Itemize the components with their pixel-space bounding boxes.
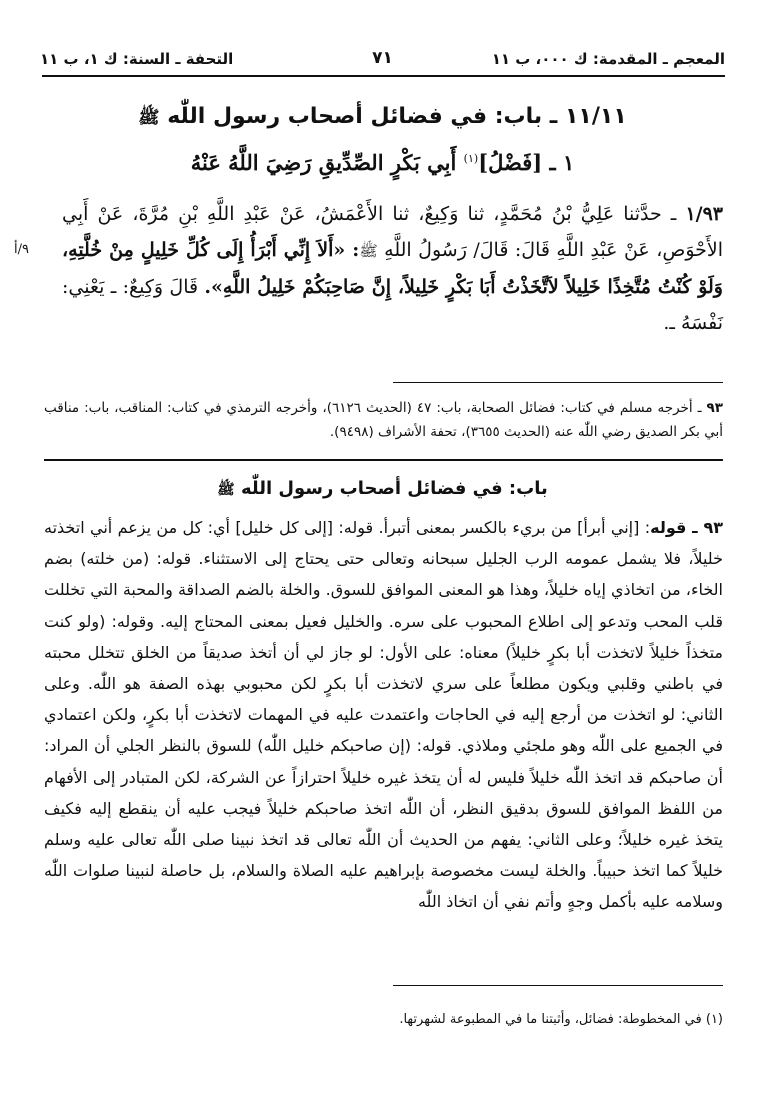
salla-glyph: ﷺ bbox=[217, 482, 235, 498]
page-number: ٧١ bbox=[372, 48, 393, 68]
salla-glyph: ﷺ bbox=[359, 242, 378, 260]
section-divider bbox=[44, 459, 723, 461]
footnote bbox=[44, 1012, 723, 1027]
footnote-marker: (١) bbox=[705, 1012, 723, 1027]
section-title-bracket: [فَضْلُ] bbox=[478, 150, 543, 175]
manuscript-folio-note: ٩/أ bbox=[14, 242, 29, 257]
running-head bbox=[40, 44, 725, 74]
commentary-title-text: باب: في فضائل أصحاب رسول اللّٰه bbox=[240, 478, 548, 499]
hadith-number: ١/٩٣ bbox=[685, 203, 723, 225]
section-title-rest: أَبِي بَكْرٍ الصِّدِّيقِ رَضِيَ اللَّهُ عَنْهُ bbox=[190, 150, 457, 175]
takhrij-note bbox=[44, 396, 723, 444]
footnote-rule-bottom bbox=[393, 985, 723, 986]
section-number: ١ ـ bbox=[549, 150, 575, 175]
commentary-text bbox=[44, 512, 723, 918]
running-head-right: المعجم ـ المقدمة: ك ٠٠٠، ب ١١ bbox=[491, 50, 725, 68]
footnote-text: في المخطوطة: فضائل، وأثبتنا ما في المطبوعة لشهرتها. bbox=[399, 1012, 702, 1027]
hadith-text bbox=[62, 196, 723, 341]
chapter-number: ١١/١١ bbox=[565, 104, 627, 129]
hadith-tail: قَالَ وَكِيعٌ: ـ يَعْنِي: نَفْسَهُ ـ. bbox=[62, 276, 723, 334]
hadith-isnad: ـ حدَّثنا عَلِيُّ بْنُ مُحَمَّدٍ، ثنا وَكِيعٌ، ثنا الأَعْمَشُ، عَنْ عَبْدِ اللَّهِ بْنِ مُرَّةَ، عَنْ أَبِي الأَحْوَصِ، عَنْ عَبْدِ اللَّهِ قَالَ: قَالَ/ رَسُولُ اللَّهِ bbox=[62, 203, 723, 261]
chapter-title-text: ـ باب: في فضائل أصحاب رسول اللّٰه bbox=[167, 104, 558, 129]
salla-glyph: ﷺ bbox=[138, 108, 160, 128]
takhrij-number: ٩٣ bbox=[706, 400, 723, 416]
footnote-ref: (١) bbox=[463, 152, 479, 165]
commentary-title bbox=[60, 478, 705, 502]
hadith-matn: : «أَلاَ إِنِّي أَبْرَأُ إِلَى كُلِّ خَلِيلٍ مِنْ خُلَّتِهِ، وَلَوْ كُنْتُ مُتَّخِذًا خَلِيلاً لاَتَّخَذْتُ أَبَا بَكْرٍ خَلِيلاً، إِنَّ صَاحِبَكُمْ خَلِيلُ اللَّهِ». bbox=[62, 239, 723, 298]
section-title bbox=[60, 150, 705, 175]
chapter-title bbox=[60, 104, 705, 132]
header-rule bbox=[42, 75, 725, 77]
commentary-label: ٩٣ ـ قوله bbox=[650, 518, 724, 537]
running-head-left: التحفة ـ السنة: ك ١، ب ١١ bbox=[40, 50, 234, 68]
commentary-body: : [إني أبرأ] من بريء بالكسر بمعنى أتبرأ. قوله: [إلى كل خليل] أي: كل من يزعم أني اتخذته خليلاً، فلا يشمل عمومه الرب الجليل سبحانه وتعالى حتى يحتاج إلى الاستثناء. قوله: (من خلته) بضم الخاء، من اتخاذي إياه خليلاً، وهذا هو المعنى الموافق للسوق. والخلة بالضم الصداقة والمحبة التي تخللت قلب المحب وتدعو إلى اطلاع المحبوب على سره. والخليل فعيل بمعنى المحتاج إليه. وقوله: (ولو كنت متخذاً خليلاً لاتخذت أبا بكرٍ خليلاً) معناه: على الأول: لو جاز لي أن أتخذ صديقاً من الخلق تتخلل محبته في باطني وقلبي ويكون مطلعاً على سري لاتخذت أبا بكرٍ لكن محبوبي بهذه الصفة هو اللّٰه. وعلى الثاني: لو اتخذت من أرجع إليه في الحاجات واعتمدت عليه في المهمات لاتخذت أبا بكرٍ، ولكن اعتمادي في الجميع على اللّٰه وهو ملجئي وملاذي. قوله: (إن صاحبكم خليل اللّٰه) للسوق بالنظر الجلي أن المراد: أن صاحبكم قد اتخذ اللّٰه خليلاً فليس له أن يتخذ غيره خليلاً احترازاً عن الشركة، لكن المتبادر إلى الأفهام من اللفظ الموافق للسوق بدقيق النظر، أن اللّٰه اتخذ صاحبكم خليلاً فيجب عليه أن ينقطع إليه فكيف يتخذ غيره خليلاً؛ وعلى الثاني: يفهم من الحديث أن اللّٰه تعالى قد اتخذ نبينا صلى اللّٰه تعالى عليه وسلم خليلاً كما اتخذ حبيباً. والخلة ليست مخصوصة بإبراهيم عليه الصلاة والسلام، بل حاصلة لنبينا صلوات اللّٰه وسلامه عليه بأكمل وجهٍ وأتم نفي أن اتخاذ اللّٰه bbox=[44, 518, 723, 912]
footnote-rule bbox=[393, 382, 723, 383]
takhrij-text: ـ أخرجه مسلم في كتاب: فضائل الصحابة، باب: ٤٧ (الحديث ٦١٢٦)، وأخرجه الترمذي في كتاب: المناقب، باب: مناقب أبي بكر الصديق رضي اللّٰه عنه (الحديث ٣٦٥٥)، تحفة الأشراف (٩٤٩٨). bbox=[44, 400, 723, 440]
